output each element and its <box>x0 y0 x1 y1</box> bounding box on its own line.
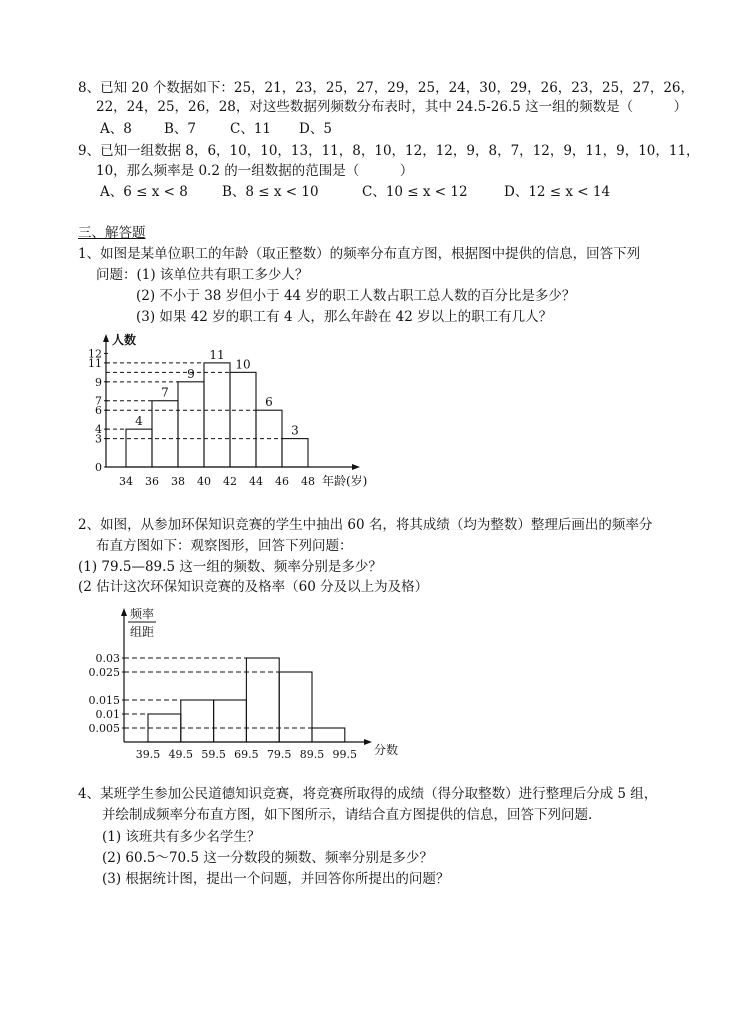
x-tick-label: 69.5 <box>234 748 259 761</box>
bar-value-label: 9 <box>187 366 195 381</box>
bar-value-label: 10 <box>235 357 251 372</box>
x-tick-label: 44 <box>249 475 263 488</box>
p1-line4: (3) 如果 42 岁的职工有 4 人，那么年龄在 42 岁以上的职工有几人？ <box>136 309 553 325</box>
y-tick-label: 7 <box>95 394 102 408</box>
y-tick-label: 0.03 <box>95 652 120 665</box>
q9-line2: 10，那么频率是 0.2 的一组数据的范围是（ ） <box>96 163 414 179</box>
histogram-bar <box>126 429 152 467</box>
histogram-bar <box>246 658 279 742</box>
p2-line2: 布直方图如下：观察图形，回答下列问题： <box>96 538 353 554</box>
p4-line3: (1) 该班共有多少名学生？ <box>102 829 261 845</box>
bar-value-label: 6 <box>265 395 273 410</box>
x-tick-label: 36 <box>145 475 159 488</box>
y-tick-label: 3 <box>95 432 102 446</box>
p4-line5: (3) 根据统计图，提出一个问题，并回答你所提出的问题？ <box>102 871 450 887</box>
y-tick-label: 4 <box>95 423 102 437</box>
q8-option-a: A、8 <box>100 121 132 137</box>
y-tick-label: 0.005 <box>88 722 120 735</box>
p4-line2: 并绘制成频率分布直方图，如下图所示，请结合直方图提供的信息，回答下列问题. <box>102 807 593 823</box>
p2-line1: 2、如图，从参加环保知识竞赛的学生中抽出 60 名，将其成绩（均为整数）整理后画出的频率分 <box>78 517 653 533</box>
y-axis-label-bottom: 组距 <box>130 625 155 639</box>
x-tick-label: 39.5 <box>135 748 161 761</box>
q8-option-b: B、7 <box>164 121 197 137</box>
y-tick-label: 0 <box>95 461 102 474</box>
x-axis-arrow <box>352 464 360 470</box>
q8-option-c: C、11 <box>230 121 272 137</box>
p4-line1: 4、某班学生参加公民道德知识竞赛，将竞赛所取得的成绩（得分取整数）进行整理后分成 5 组， <box>78 786 658 802</box>
histogram-bar <box>181 700 214 742</box>
q8-line1: 8、已知 20 个数据如下：25，21，23，25，27，29，25，24，30，29，26，23，25，27，26， <box>78 80 695 96</box>
y-axis-arrow <box>103 334 109 342</box>
q9-option-d: D、12 ≤ x < 14 <box>504 184 611 200</box>
q8-line2: 22，24，25，26，28，对这些数据列频数分布表时，其中 24.5-26.5 这一组的频数是（ ） <box>96 99 688 115</box>
x-axis-label: 分数 <box>374 743 399 757</box>
bar-value-label: 3 <box>291 423 299 438</box>
y-tick-label: 0.025 <box>88 666 120 679</box>
q9-option-c: C、10 ≤ x < 12 <box>362 184 468 200</box>
q9-option-a: A、6 ≤ x < 8 <box>100 184 188 200</box>
histogram-bar <box>312 728 345 742</box>
y-tick-label: 12 <box>88 347 102 361</box>
histogram-bar <box>282 439 308 467</box>
y-tick-label: 6 <box>95 404 102 418</box>
score-histogram <box>80 602 420 762</box>
y-axis-label: 人数 <box>112 333 137 347</box>
y-tick-label: 0.01 <box>95 708 120 721</box>
histogram-bar <box>230 372 256 467</box>
x-tick-label: 42 <box>223 475 237 488</box>
y-axis-label-top: 频率 <box>130 607 155 621</box>
x-tick-label: 89.5 <box>299 748 325 761</box>
x-tick-label: 79.5 <box>266 748 292 761</box>
y-tick-label: 0.015 <box>88 694 120 707</box>
x-tick-label: 38 <box>171 475 185 488</box>
section-heading: 三、解答题 <box>78 225 146 241</box>
p4-line4: (2) 60.5～70.5 这一分数段的频数、频率分别是多少？ <box>102 850 433 866</box>
x-tick-label: 34 <box>119 475 133 488</box>
histogram-bar <box>279 672 312 742</box>
p1-line2: 问题：(1) 该单位共有职工多少人？ <box>96 267 309 283</box>
x-tick-label: 46 <box>275 475 289 488</box>
p1-line3: (2) 不小于 38 岁但小于 44 岁的职工人数占职工总人数的百分比是多少？ <box>136 288 576 304</box>
q9-option-b: B、8 ≤ x < 10 <box>222 184 319 200</box>
y-tick-label: 9 <box>95 375 102 389</box>
histogram-bar <box>178 382 204 467</box>
x-tick-label: 59.5 <box>201 748 226 761</box>
y-axis-arrow <box>121 608 127 616</box>
x-tick-label: 49.5 <box>168 748 194 761</box>
histogram-bar <box>204 363 230 467</box>
q8-option-d: D、5 <box>299 121 332 137</box>
q9-line1: 9、已知一组数据 8，6，10，10，13，11，8，10，12，12，9，8，7，12，9，11，9，10，11， <box>78 143 700 159</box>
y-tick-label: 11 <box>88 356 102 370</box>
bar-value-label: 11 <box>209 347 225 362</box>
bar-value-label: 4 <box>135 414 143 429</box>
p1-line1: 1、如图是某单位职工的年龄（取正整数）的频率分布直方图，根据图中提供的信息，回答下列 <box>78 246 641 262</box>
p2-line3: (1) 79.5—89.5 这一组的频数、频率分别是多少？ <box>78 559 382 575</box>
p2-line4: (2 估计这次环保知识竞赛的及格率（60 分及以上为及格） <box>78 579 429 595</box>
bar-value-label: 7 <box>161 385 169 400</box>
x-axis-label: 年龄(岁) <box>322 474 368 488</box>
x-tick-label: 99.5 <box>332 748 358 761</box>
age-histogram <box>80 328 400 493</box>
x-axis-arrow <box>364 739 372 745</box>
x-tick-label: 40 <box>197 475 211 488</box>
histogram-bar <box>214 700 247 742</box>
x-tick-label: 48 <box>301 475 315 488</box>
